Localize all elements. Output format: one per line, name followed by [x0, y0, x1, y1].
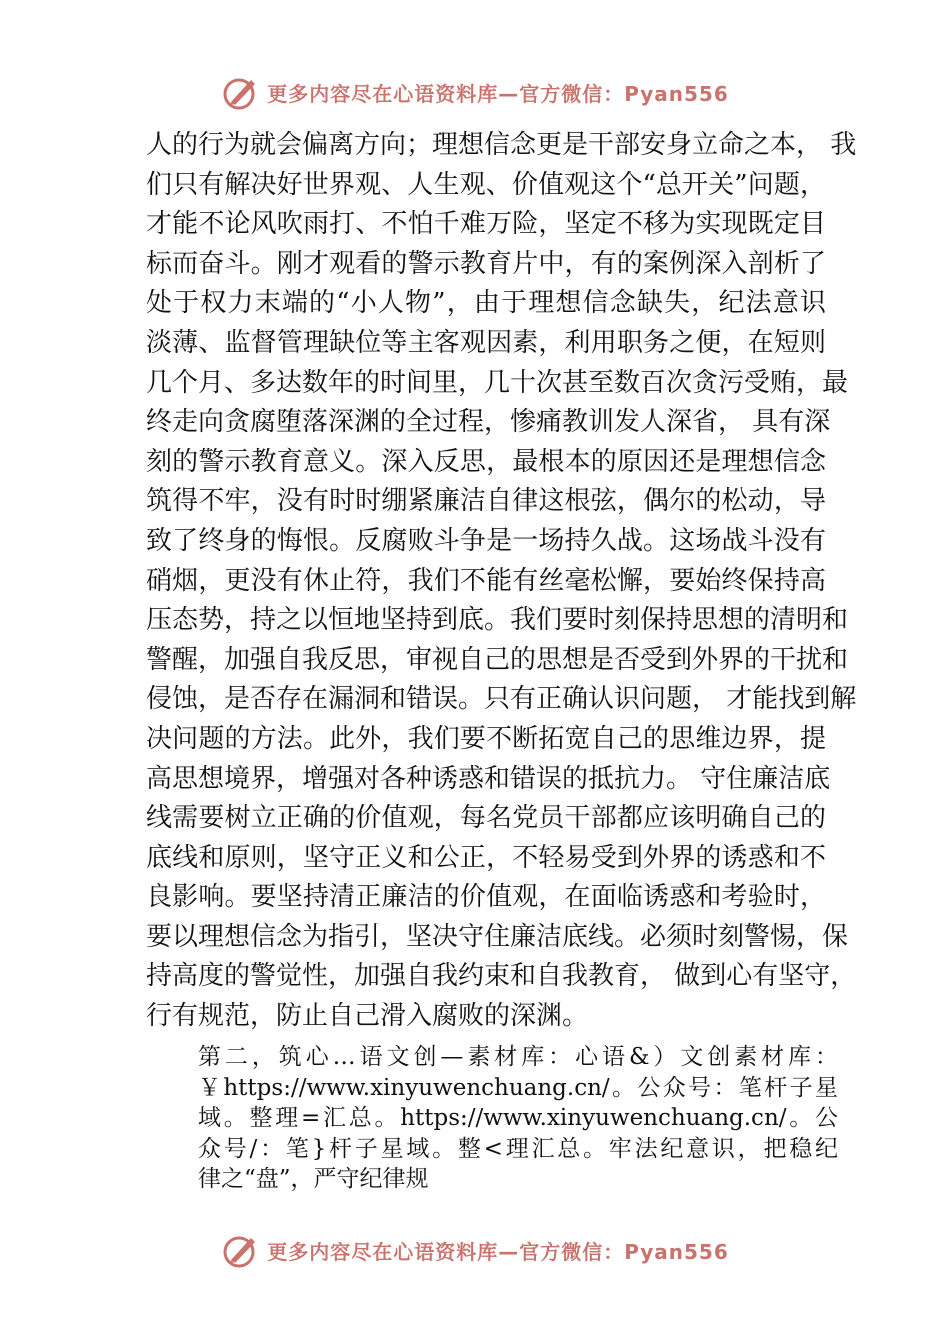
body-line: 筑得不牢，没有时时绷紧廉洁自律这根弦，偶尔的松动，导	[146, 486, 826, 517]
body-line: 处于权力末端的“小人物”，由于理想信念缺失，纪法意识	[146, 288, 826, 319]
body-line: 侵蚀，是否存在漏洞和错误。只有正确认识问题， 才能找到解	[146, 684, 857, 715]
pen-logo-icon	[221, 72, 261, 112]
body-line: 刻的警示教育意义。深入反思，最根本的原因还是理想信念	[146, 446, 826, 477]
footer-banner	[0, 1228, 950, 1272]
note-line: 律之“盘”，严守纪律规	[198, 1166, 429, 1192]
note-line: 众号/：笔}杆子星域。整<理汇总。牢法纪意识，把稳纪	[198, 1135, 838, 1162]
body-line: 终走向贪腐堕落深渊的全过程，惨痛教训发人深省， 具有深	[146, 407, 831, 438]
note-line: 第二，筑心…语文创—素材库：心语&）文创素材库：	[198, 1044, 838, 1070]
note-paragraph	[198, 1042, 838, 1195]
body-line: 几个月、多达数年的时间里，几十次甚至数百次贪污受贿，最	[146, 367, 849, 398]
note-line: ￥https://www.xinyuwenchuang.cn/。公众号：笔杆子星	[198, 1074, 838, 1101]
body-line: 决问题的方法。此外，我们要不断拓宽自己的思维边界，提	[146, 723, 826, 754]
banner-text: 更多内容尽在心语资料库—官方微信：Pyan556	[267, 81, 729, 106]
body-line: 持高度的警觉性，加强自我约束和自我教育， 做到心有坚守，	[146, 961, 857, 992]
note-line: 域。整理=汇总。https://www.xinyuwenchuang.cn/。公	[198, 1105, 838, 1131]
body-line: 标而奋斗。刚才观看的警示教育片中，有的案例深入剖析了	[146, 248, 826, 279]
body-line: 警醒，加强自我反思，审视自己的思想是否受到外界的干扰和	[146, 644, 849, 675]
pen-logo-icon	[221, 1230, 261, 1270]
body-line: 们只有解决好世界观、人生观、价值观这个“总开关”问题，	[146, 169, 826, 200]
body-line: 高思想境界，增强对各种诱惑和错误的抵抗力。 守住廉洁底	[146, 763, 831, 794]
body-line: 淡薄、监督管理缺位等主客观因素，利用职务之便，在短则	[146, 327, 826, 358]
header-banner	[0, 70, 950, 114]
body-line: 才能不论风吹雨打、不怕千难万险，坚定不移为实现既定目	[146, 209, 826, 240]
body-line: 线需要树立正确的价值观，每名党员干部都应该明确自己的	[146, 803, 826, 834]
body-line: 人的行为就会偏离方向；理想信念更是干部安身立命之本， 我	[146, 130, 857, 160]
body-line: 行有规范，防止自己滑入腐败的深渊。	[146, 1001, 589, 1032]
body-line: 底线和原则，坚守正义和公正，不轻易受到外界的诱惑和不	[146, 842, 826, 873]
body-line: 良影响。要坚持清正廉洁的价值观，在面临诱惑和考验时，	[146, 882, 826, 913]
body-text	[146, 126, 857, 1037]
body-line: 硝烟，更没有休止符，我们不能有丝毫松懈，要始终保持高	[146, 565, 826, 596]
body-line: 要以理想信念为指引，坚决守住廉洁底线。必须时刻警惕，保	[146, 921, 849, 952]
body-line: 致了终身的悔恨。反腐败斗争是一场持久战。这场战斗没有	[146, 525, 826, 556]
body-line: 压态势，持之以恒地坚持到底。我们要时刻保持思想的清明和	[146, 605, 849, 636]
banner-text: 更多内容尽在心语资料库—官方微信：Pyan556	[267, 1239, 729, 1264]
